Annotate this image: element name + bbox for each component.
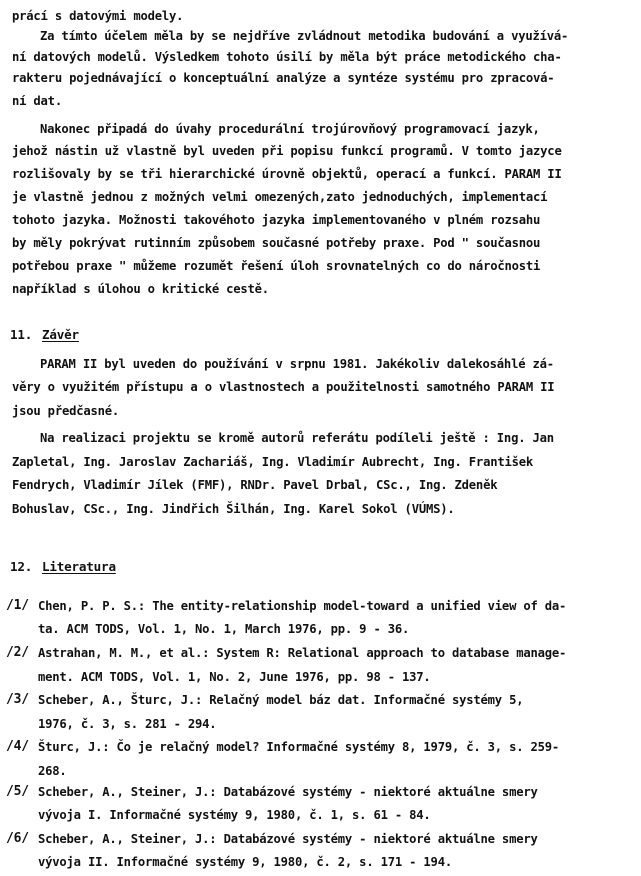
text-line: prácí s datovými modely. — [12, 9, 184, 23]
section-heading-12 — [10, 557, 116, 577]
text-line: ní datových modelů. Výsledkem tohoto úsilí by měla být práce metodického cha- — [12, 50, 562, 64]
reference-line: Scheber, A., Steiner, J.: Databázové systémy - niektoré aktuálne smery — [38, 785, 538, 799]
text-line: ní dat. — [12, 94, 62, 108]
reference-label: /5/ — [6, 784, 29, 799]
text-line: jsou předčasné. — [12, 404, 120, 418]
reference-line: 268. — [38, 764, 67, 778]
text-line: Na realizaci projektu se kromě autorů referátu podíleli ještě : Ing. Jan — [40, 431, 554, 445]
reference-line: Chen, P. P. S.: The entity-relationship model-toward a unified view of da- — [38, 599, 567, 613]
reference-line: Astrahan, M. M., et al.: System R: Relational approach to database manage- — [38, 646, 567, 660]
text-line: Nakonec připadá do úvahy procedurální trojúrovňový programovací jazyk, — [40, 122, 540, 136]
text-line: by měly pokrývat rutinním způsobem současné potřeby praxe. Pod " současnou — [12, 236, 541, 250]
text-line: například s úlohou o kritické cestě. — [12, 282, 269, 296]
reference-label: /6/ — [6, 831, 29, 846]
text-line: jehož nástin už vlastně byl uveden při popisu funkcí programů. V tomto jazyce — [12, 144, 562, 158]
reference-line: ta. ACM TODS, Vol. 1, No. 1, March 1976, pp. 9 - 36. — [38, 622, 410, 636]
reference-line: vývoja I. Informačné systémy 9, 1980, č. 1, s. 61 - 84. — [38, 808, 431, 822]
text-line: Za tímto účelem měla by se nejdříve zvládnout metodika budování a využívá- — [40, 29, 569, 43]
text-line: Bohuslav, CSc., Ing. Jindřich Šilhán, Ing. Karel Sokol (VÚMS). — [12, 502, 455, 516]
text-line: věry o využitém přístupu a o vlastnostech a použitelnosti samotného PARAM II — [12, 380, 555, 394]
text-line: PARAM II byl uveden do používání v srpnu 1981. Jakékoliv dalekosáhlé zá- — [40, 357, 554, 371]
reference-line: 1976, č. 3, s. 281 - 294. — [38, 717, 217, 731]
reference-label: /1/ — [6, 598, 29, 613]
section-title: Závěr — [42, 327, 79, 342]
text-line: potřebou praxe " můžeme rozumět řešení úloh srovnatelných co do náročnosti — [12, 259, 541, 273]
text-line: rozlišovaly by se tři hierarchické úrovně objektů, operací a funkcí. PARAM II — [12, 167, 562, 181]
text-line: Fendrych, Vladimír Jílek (FMF), RNDr. Pavel Drbal, CSc., Ing. Zdeněk — [12, 478, 498, 492]
section-title: Literatura — [42, 559, 116, 574]
reference-line: ment. ACM TODS, Vol. 1, No. 2, June 1976, pp. 98 - 137. — [38, 670, 431, 684]
section-number: 12. — [10, 559, 33, 574]
reference-label: /3/ — [6, 692, 29, 707]
text-line: Zapletal, Ing. Jaroslav Zachariáš, Ing. Vladimír Aubrecht, Ing. František — [12, 455, 534, 469]
reference-line: vývoja II. Informačné systémy 9, 1980, č. 2, s. 171 - 194. — [38, 855, 452, 869]
section-heading-11 — [10, 325, 79, 345]
text-line: je vlastně jednou z možných velmi omezených,zato jednoduchých, implementací — [12, 190, 548, 204]
reference-line: Šturc, J.: Čo je relačný model? Informačné systémy 8, 1979, č. 3, s. 259- — [38, 740, 560, 754]
reference-line: Scheber, A., Steiner, J.: Databázové systémy - niektoré aktuálne smery — [38, 832, 538, 846]
text-line: tohoto jazyka. Možnosti takovéhoto jazyka implementovaného v plném rozsahu — [12, 213, 541, 227]
text-line: rakteru pojednávající o konceptuální analýze a syntéze systému pro zpracová- — [12, 71, 555, 85]
reference-label: /4/ — [6, 739, 29, 754]
reference-label: /2/ — [6, 645, 29, 660]
section-number: 11. — [10, 327, 33, 342]
reference-line: Scheber, A., Šturc, J.: Relačný model báz dat. Informačné systémy 5, — [38, 693, 524, 707]
